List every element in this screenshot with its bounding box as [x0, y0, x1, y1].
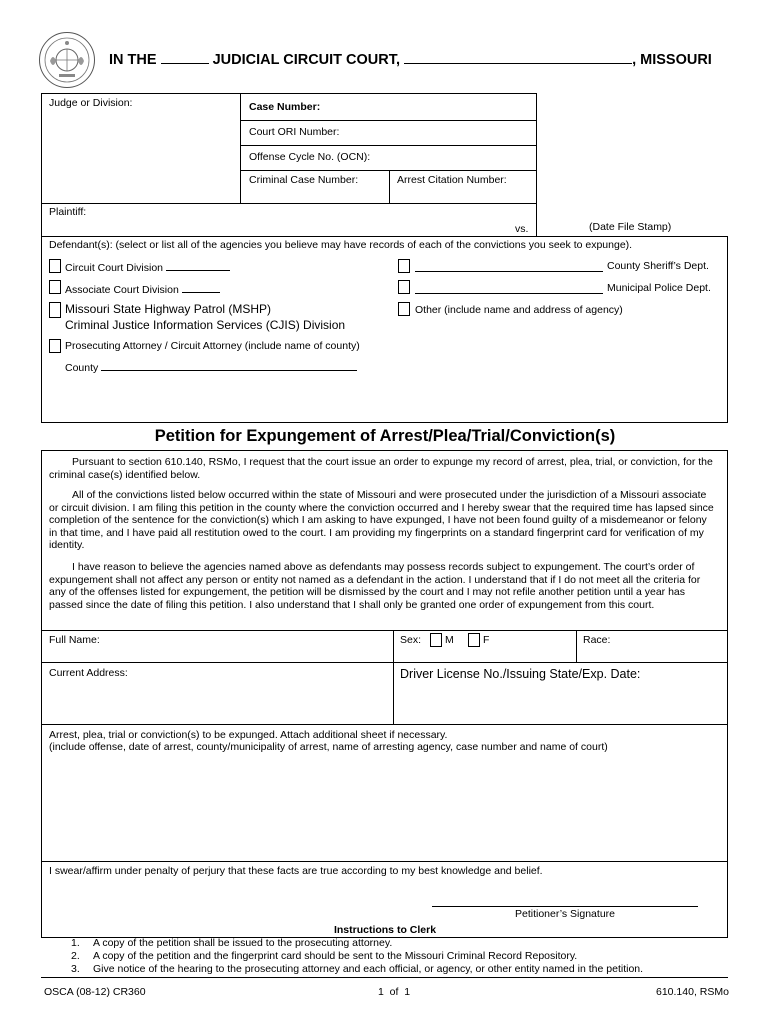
sex-label: Sex: — [400, 634, 422, 646]
sex-m-label: M — [445, 634, 454, 646]
instruction-text-3: Give notice of the hearing to the prosecuting attorney and each official, or agency, or other entity named in the petition. — [93, 963, 644, 975]
plaintiff-label: Plaintiff: — [49, 206, 87, 218]
offense-instructions-line1: Arrest, plea, trial or conviction(s) to be expunged. Attach additional sheet if necessary. — [49, 729, 448, 741]
circuit-court-label: Circuit Court Division — [65, 260, 230, 275]
date-file-stamp-label: (Date File Stamp) — [589, 221, 672, 233]
full-name-label: Full Name: — [49, 634, 100, 646]
associate-court-checkbox[interactable] — [49, 280, 61, 294]
body-top-border — [41, 450, 728, 451]
header-prefix: IN THE — [109, 52, 157, 68]
statute-ref: 610.140, RSMo — [656, 986, 729, 998]
sheriff-county-blank[interactable] — [415, 261, 603, 272]
petition-paragraph-1: Pursuant to section 610.140, RSMo, I request that the court issue an order to expunge my record of arrest, plea, trial, or conviction, for the criminal case(s) identified below. — [49, 456, 713, 481]
defendants-label: Defendant(s): (select or list all of the agencies you believe may have records of each of the convictions you seek to expunge). — [49, 239, 633, 251]
instruction-text-1: A copy of the petition shall be issued to the prosecuting attorney. — [93, 937, 393, 949]
circuit-court-division-blank[interactable] — [166, 260, 230, 271]
county-field: County — [65, 360, 357, 375]
prosecuting-checkbox[interactable] — [49, 339, 61, 353]
prosecuting-label: Prosecuting Attorney / Circuit Attorney (include name of county) — [65, 340, 360, 352]
associate-court-label: Associate Court Division — [65, 282, 220, 297]
oath-statement: I swear/affirm under penalty of perjury that these facts are true according to my best knowledge and belief. — [49, 865, 543, 877]
case-number-label: Case Number: — [249, 101, 321, 113]
instruction-text-2: A copy of the petition and the fingerprint card should be sent to the Missouri Criminal Record Repository. — [93, 950, 578, 962]
police-checkbox[interactable] — [398, 280, 410, 294]
police-label: Municipal Police Dept. — [607, 282, 711, 294]
sheriff-checkbox[interactable] — [398, 259, 410, 273]
sex-m-checkbox[interactable] — [430, 633, 442, 647]
form-id: OSCA (08-12) CR360 — [44, 986, 146, 998]
ocn-label: Offense Cycle No. (OCN): — [249, 151, 371, 163]
other-agency-label: Other (include name and address of agency) — [415, 304, 623, 316]
arrest-citation-label: Arrest Citation Number: — [397, 174, 507, 186]
circuit-court-checkbox[interactable] — [49, 259, 61, 273]
header-state: , MISSOURI — [632, 52, 712, 68]
instruction-num-2: 2. — [71, 950, 80, 962]
signature-line[interactable] — [432, 906, 698, 907]
police-municipality-blank[interactable] — [415, 283, 603, 294]
county-name-blank[interactable] — [404, 53, 632, 64]
header-court: JUDICIAL CIRCUIT COURT, — [212, 52, 401, 68]
circuit-number-blank[interactable] — [161, 53, 209, 64]
offense-instructions-line2: (include offense, date of arrest, county/municipality of arrest, name of arresting agency, case number and name of court) — [49, 741, 608, 753]
page-number: 1 of 1 — [378, 986, 411, 998]
petition-title: Petition for Expungement of Arrest/Plea/Trial/Conviction(s) — [154, 427, 616, 445]
petition-paragraph-3: I have reason to believe the agencies named above as defendants may possess records subject to expungement. The court’s order of expungement shall not affect any person or entity not named as a defendant in the action. I understand that if I do not meet all the criteria for any of the offenses listed for expungement, the petition will be dismissed by the court and I may not refile another petition until a year has passed since the date of filing this petition. I also understand that I shall only be granted one order of expungement from this court. — [49, 561, 701, 611]
current-address-label: Current Address: — [49, 667, 128, 679]
instructions-title: Instructions to Clerk — [333, 924, 437, 936]
criminal-case-label: Criminal Case Number: — [249, 174, 359, 186]
sex-f-checkbox[interactable] — [468, 633, 480, 647]
mshp-label-line1: Missouri State Highway Patrol (MSHP) — [65, 302, 272, 316]
vs-label: vs. — [515, 223, 529, 235]
instruction-num-3: 3. — [71, 963, 80, 975]
footer-rule — [41, 977, 728, 978]
judge-label: Judge or Division: — [49, 97, 133, 109]
mshp-label-line2: Criminal Justice Information Services (CJIS) Division — [65, 318, 346, 332]
sheriff-label: County Sheriff’s Dept. — [607, 260, 709, 272]
signature-label: Petitioner’s Signature — [514, 908, 615, 920]
caption-top-border — [41, 93, 537, 94]
court-header — [109, 52, 712, 68]
other-agency-checkbox[interactable] — [398, 302, 410, 316]
race-label: Race: — [583, 634, 611, 646]
driver-license-label: Driver License No./Issuing State/Exp. Date: — [400, 667, 641, 681]
county-blank[interactable] — [101, 360, 357, 371]
mshp-checkbox[interactable] — [49, 302, 61, 318]
state-seal — [38, 31, 96, 89]
petition-paragraph-2: All of the convictions listed below occurred within the state of Missouri and were prosecuted under the jurisdiction of a Missouri associate or circuit division. I am filing this petition in the county where the conviction occurred and I hereby swear that the required time has lapsed since completion of the sentence for the conviction(s) which I am asking to have expunged, I have not been found guilty of a misdemeanor or felony in that time, and I have paid all restitution owed to the court. I am providing my fingerprints on a standard fingerprint card for verification of my identity. — [49, 489, 714, 552]
court-ori-label: Court ORI Number: — [249, 126, 340, 138]
associate-court-division-blank[interactable] — [182, 282, 220, 293]
instruction-num-1: 1. — [71, 937, 80, 949]
sex-f-label: F — [483, 634, 490, 646]
